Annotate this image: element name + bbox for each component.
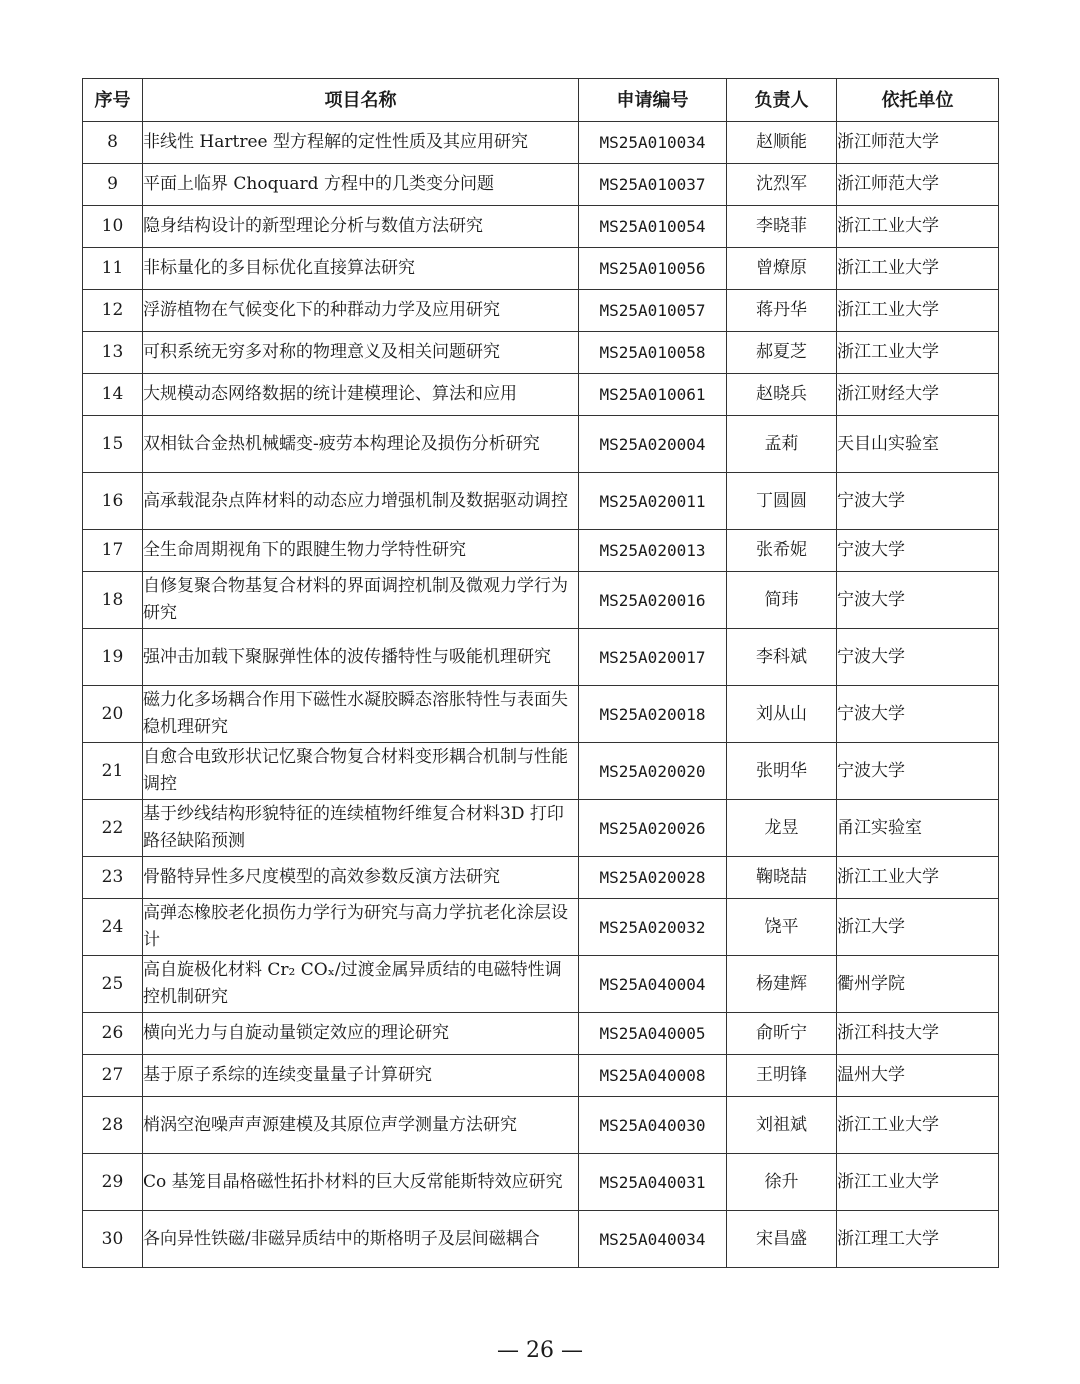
row-serial-number: 29 bbox=[83, 1154, 143, 1211]
header-host-institution: 依托单位 bbox=[837, 79, 999, 122]
row-principal-investigator: 丁圆圆 bbox=[727, 473, 837, 530]
row-serial-number: 21 bbox=[83, 743, 143, 800]
row-application-code: MS25A020020 bbox=[579, 743, 727, 800]
row-serial-number: 13 bbox=[83, 332, 143, 374]
row-host-institution: 宁波大学 bbox=[837, 743, 999, 800]
row-serial-number: 10 bbox=[83, 206, 143, 248]
table-row bbox=[83, 332, 999, 374]
row-principal-investigator: 俞昕宁 bbox=[727, 1013, 837, 1055]
row-principal-investigator: 鞠晓喆 bbox=[727, 857, 837, 899]
row-serial-number: 12 bbox=[83, 290, 143, 332]
row-principal-investigator: 徐升 bbox=[727, 1154, 837, 1211]
row-serial-number: 23 bbox=[83, 857, 143, 899]
row-project-name: 非线性 Hartree 型方程解的定性性质及其应用研究 bbox=[143, 122, 579, 164]
table-row bbox=[83, 1013, 999, 1055]
table-row bbox=[83, 1211, 999, 1268]
row-application-code: MS25A020032 bbox=[579, 899, 727, 956]
row-serial-number: 28 bbox=[83, 1097, 143, 1154]
table-row bbox=[83, 122, 999, 164]
row-host-institution: 浙江师范大学 bbox=[837, 164, 999, 206]
row-serial-number: 26 bbox=[83, 1013, 143, 1055]
row-application-code: MS25A020011 bbox=[579, 473, 727, 530]
row-host-institution: 浙江工业大学 bbox=[837, 206, 999, 248]
row-principal-investigator: 简玮 bbox=[727, 572, 837, 629]
row-serial-number: 27 bbox=[83, 1055, 143, 1097]
row-principal-investigator: 刘祖斌 bbox=[727, 1097, 837, 1154]
row-principal-investigator: 饶平 bbox=[727, 899, 837, 956]
row-project-name: 大规模动态网络数据的统计建模理论、算法和应用 bbox=[143, 374, 579, 416]
row-application-code: MS25A020028 bbox=[579, 857, 727, 899]
row-host-institution: 宁波大学 bbox=[837, 473, 999, 530]
row-host-institution: 浙江工业大学 bbox=[837, 1154, 999, 1211]
row-serial-number: 22 bbox=[83, 800, 143, 857]
row-project-name: 非标量化的多目标优化直接算法研究 bbox=[143, 248, 579, 290]
row-principal-investigator: 张希妮 bbox=[727, 530, 837, 572]
row-host-institution: 温州大学 bbox=[837, 1055, 999, 1097]
row-application-code: MS25A040008 bbox=[579, 1055, 727, 1097]
row-application-code: MS25A040031 bbox=[579, 1154, 727, 1211]
row-project-name: 基于纱线结构形貌特征的连续植物纤维复合材料3D 打印路径缺陷预测 bbox=[143, 800, 579, 857]
row-application-code: MS25A020013 bbox=[579, 530, 727, 572]
row-application-code: MS25A040005 bbox=[579, 1013, 727, 1055]
row-project-name: 可积系统无穷多对称的物理意义及相关问题研究 bbox=[143, 332, 579, 374]
row-project-name: 自修复聚合物基复合材料的界面调控机制及微观力学行为研究 bbox=[143, 572, 579, 629]
row-project-name: 隐身结构设计的新型理论分析与数值方法研究 bbox=[143, 206, 579, 248]
table-row bbox=[83, 290, 999, 332]
row-host-institution: 天目山实验室 bbox=[837, 416, 999, 473]
table-header-row bbox=[83, 79, 999, 122]
row-principal-investigator: 沈烈军 bbox=[727, 164, 837, 206]
row-serial-number: 20 bbox=[83, 686, 143, 743]
header-principal-investigator: 负责人 bbox=[727, 79, 837, 122]
row-application-code: MS25A040030 bbox=[579, 1097, 727, 1154]
row-application-code: MS25A020004 bbox=[579, 416, 727, 473]
row-serial-number: 17 bbox=[83, 530, 143, 572]
row-serial-number: 19 bbox=[83, 629, 143, 686]
row-serial-number: 15 bbox=[83, 416, 143, 473]
table-row bbox=[83, 248, 999, 290]
row-project-name: 骨骼特异性多尺度模型的高效参数反演方法研究 bbox=[143, 857, 579, 899]
row-principal-investigator: 李晓菲 bbox=[727, 206, 837, 248]
table-row bbox=[83, 629, 999, 686]
row-application-code: MS25A010061 bbox=[579, 374, 727, 416]
header-application-code: 申请编号 bbox=[579, 79, 727, 122]
row-host-institution: 浙江财经大学 bbox=[837, 374, 999, 416]
row-application-code: MS25A010037 bbox=[579, 164, 727, 206]
row-principal-investigator: 蒋丹华 bbox=[727, 290, 837, 332]
row-application-code: MS25A010057 bbox=[579, 290, 727, 332]
row-host-institution: 宁波大学 bbox=[837, 572, 999, 629]
row-serial-number: 24 bbox=[83, 899, 143, 956]
row-host-institution: 宁波大学 bbox=[837, 530, 999, 572]
table-row bbox=[83, 164, 999, 206]
row-project-name: 高自旋极化材料 Cr₂ COₓ/过渡金属异质结的电磁特性调控机制研究 bbox=[143, 956, 579, 1013]
row-serial-number: 16 bbox=[83, 473, 143, 530]
row-principal-investigator: 李科斌 bbox=[727, 629, 837, 686]
table-row bbox=[83, 1097, 999, 1154]
row-serial-number: 9 bbox=[83, 164, 143, 206]
row-project-name: 平面上临界 Choquard 方程中的几类变分问题 bbox=[143, 164, 579, 206]
row-principal-investigator: 宋昌盛 bbox=[727, 1211, 837, 1268]
table-row bbox=[83, 473, 999, 530]
row-application-code: MS25A020017 bbox=[579, 629, 727, 686]
row-host-institution: 浙江大学 bbox=[837, 899, 999, 956]
row-principal-investigator: 赵晓兵 bbox=[727, 374, 837, 416]
row-host-institution: 甬江实验室 bbox=[837, 800, 999, 857]
header-project-name: 项目名称 bbox=[143, 79, 579, 122]
row-project-name: 强冲击加载下聚脲弹性体的波传播特性与吸能机理研究 bbox=[143, 629, 579, 686]
row-serial-number: 18 bbox=[83, 572, 143, 629]
row-principal-investigator: 赵顺能 bbox=[727, 122, 837, 164]
row-application-code: MS25A040034 bbox=[579, 1211, 727, 1268]
row-project-name: 横向光力与自旋动量锁定效应的理论研究 bbox=[143, 1013, 579, 1055]
row-host-institution: 浙江师范大学 bbox=[837, 122, 999, 164]
row-application-code: MS25A040004 bbox=[579, 956, 727, 1013]
row-application-code: MS25A020026 bbox=[579, 800, 727, 857]
row-serial-number: 8 bbox=[83, 122, 143, 164]
row-principal-investigator: 曾燎原 bbox=[727, 248, 837, 290]
row-host-institution: 浙江科技大学 bbox=[837, 1013, 999, 1055]
row-principal-investigator: 杨建辉 bbox=[727, 956, 837, 1013]
table-row bbox=[83, 956, 999, 1013]
row-project-name: 双相钛合金热机械蠕变-疲劳本构理论及损伤分析研究 bbox=[143, 416, 579, 473]
table-row bbox=[83, 374, 999, 416]
row-serial-number: 30 bbox=[83, 1211, 143, 1268]
row-project-name: 自愈合电致形状记忆聚合物复合材料变形耦合机制与性能调控 bbox=[143, 743, 579, 800]
header-serial-number: 序号 bbox=[83, 79, 143, 122]
row-principal-investigator: 孟莉 bbox=[727, 416, 837, 473]
row-project-name: 梢涡空泡噪声声源建模及其原位声学测量方法研究 bbox=[143, 1097, 579, 1154]
row-application-code: MS25A020018 bbox=[579, 686, 727, 743]
row-application-code: MS25A010058 bbox=[579, 332, 727, 374]
row-principal-investigator: 刘从山 bbox=[727, 686, 837, 743]
row-host-institution: 衢州学院 bbox=[837, 956, 999, 1013]
row-host-institution: 浙江理工大学 bbox=[837, 1211, 999, 1268]
row-host-institution: 浙江工业大学 bbox=[837, 1097, 999, 1154]
page-number: — 26 — bbox=[497, 1338, 583, 1363]
row-application-code: MS25A020016 bbox=[579, 572, 727, 629]
table-row bbox=[83, 416, 999, 473]
row-project-name: 各向异性铁磁/非磁异质结中的斯格明子及层间磁耦合 bbox=[143, 1211, 579, 1268]
row-host-institution: 浙江工业大学 bbox=[837, 248, 999, 290]
row-serial-number: 11 bbox=[83, 248, 143, 290]
row-application-code: MS25A010054 bbox=[579, 206, 727, 248]
row-principal-investigator: 王明锋 bbox=[727, 1055, 837, 1097]
table-row bbox=[83, 800, 999, 857]
table-row bbox=[83, 206, 999, 248]
table-row bbox=[83, 743, 999, 800]
row-host-institution: 宁波大学 bbox=[837, 629, 999, 686]
table-row bbox=[83, 1154, 999, 1211]
table-row bbox=[83, 899, 999, 956]
row-principal-investigator: 张明华 bbox=[727, 743, 837, 800]
row-project-name: 高承载混杂点阵材料的动态应力增强机制及数据驱动调控 bbox=[143, 473, 579, 530]
row-host-institution: 浙江工业大学 bbox=[837, 332, 999, 374]
row-serial-number: 14 bbox=[83, 374, 143, 416]
table-row bbox=[83, 857, 999, 899]
table-row bbox=[83, 1055, 999, 1097]
row-project-name: 高弹态橡胶老化损伤力学行为研究与高力学抗老化涂层设计 bbox=[143, 899, 579, 956]
row-serial-number: 25 bbox=[83, 956, 143, 1013]
table-body bbox=[83, 122, 999, 1268]
row-host-institution: 宁波大学 bbox=[837, 686, 999, 743]
row-project-name: 浮游植物在气候变化下的种群动力学及应用研究 bbox=[143, 290, 579, 332]
row-project-name: Co 基笼目晶格磁性拓扑材料的巨大反常能斯特效应研究 bbox=[143, 1154, 579, 1211]
row-application-code: MS25A010056 bbox=[579, 248, 727, 290]
row-application-code: MS25A010034 bbox=[579, 122, 727, 164]
row-project-name: 全生命周期视角下的跟腱生物力学特性研究 bbox=[143, 530, 579, 572]
row-host-institution: 浙江工业大学 bbox=[837, 290, 999, 332]
table-row bbox=[83, 686, 999, 743]
row-principal-investigator: 龙昱 bbox=[727, 800, 837, 857]
row-principal-investigator: 郝夏芝 bbox=[727, 332, 837, 374]
row-project-name: 磁力化多场耦合作用下磁性水凝胶瞬态溶胀特性与表面失稳机理研究 bbox=[143, 686, 579, 743]
table-row bbox=[83, 572, 999, 629]
row-host-institution: 浙江工业大学 bbox=[837, 857, 999, 899]
table-row bbox=[83, 530, 999, 572]
project-table bbox=[82, 78, 999, 1268]
row-project-name: 基于原子系综的连续变量量子计算研究 bbox=[143, 1055, 579, 1097]
